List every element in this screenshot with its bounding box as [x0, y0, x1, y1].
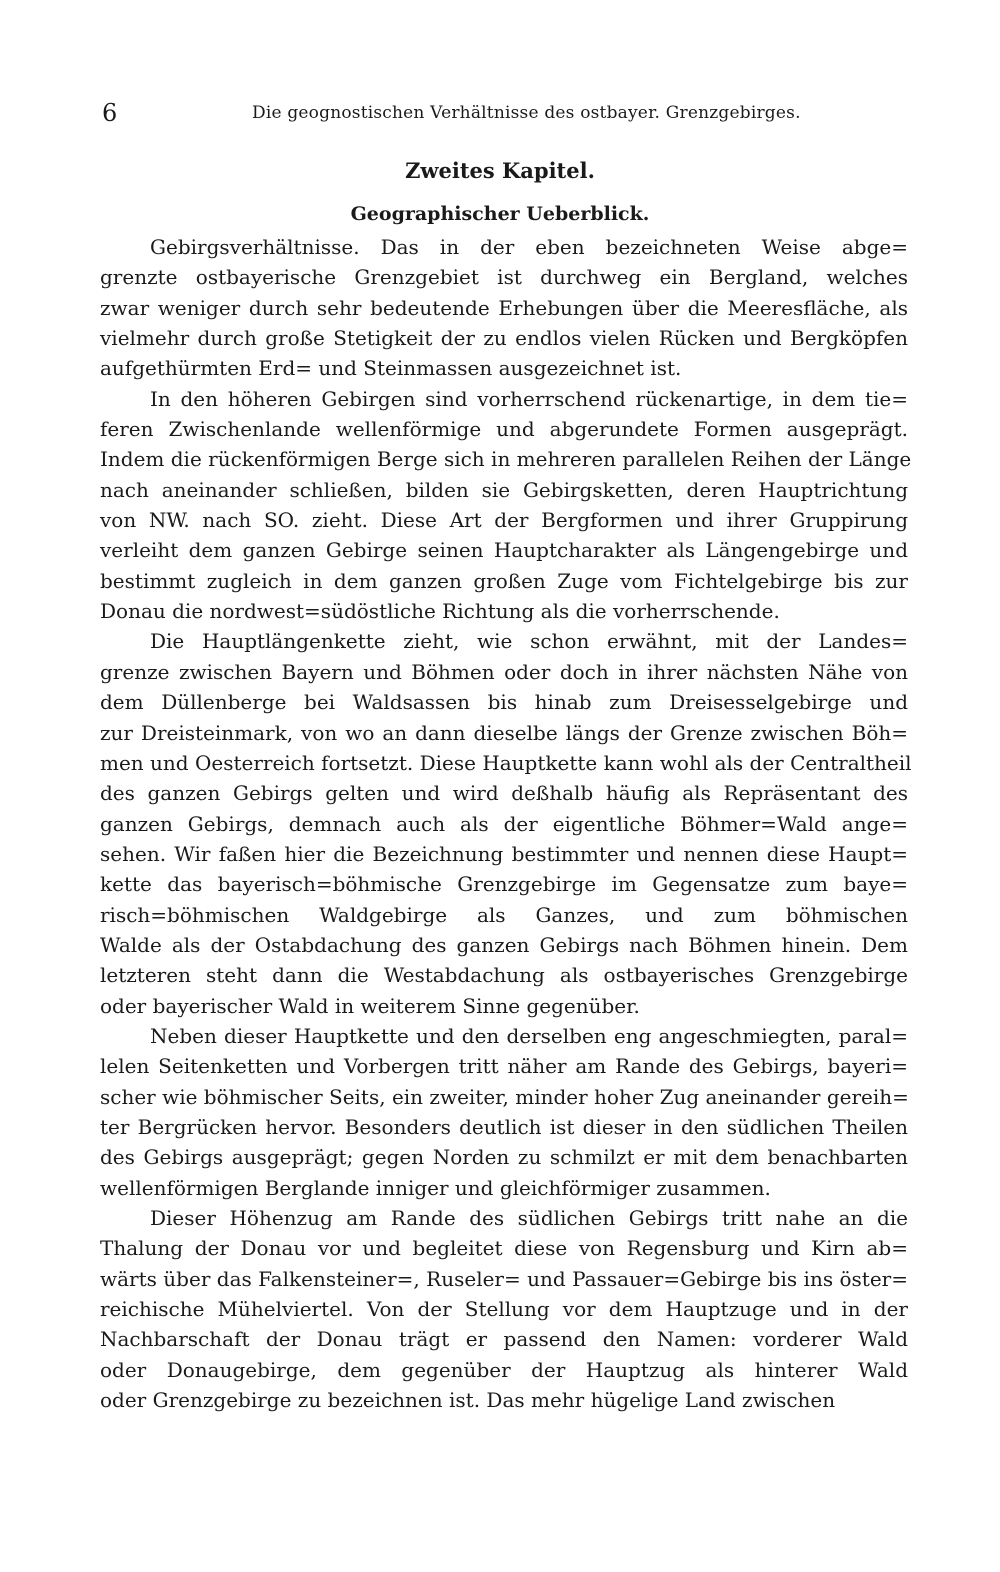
- page-number: 6: [102, 99, 118, 127]
- text-line: des Gebirgs ausgeprägt; gegen Norden zu schmilzt er mit dem benachbarten: [100, 1145, 908, 1170]
- paragraph: [100, 384, 912, 627]
- text-line: dem Düllenberge bei Waldsassen bis hinab zum Dreisesselgebirge und: [100, 690, 908, 715]
- text-line: Nachbarschaft der Donau trägt er passend den Namen: vorderer Wald: [100, 1327, 908, 1352]
- text-line: Dieser Höhenzug am Rande des südlichen Gebirgs tritt nahe an die: [150, 1206, 908, 1230]
- text-line: verleiht dem ganzen Gebirge seinen Hauptcharakter als Längengebirge und: [100, 538, 908, 563]
- text-line: Donau die nordwest=südöstliche Richtung als die vorherrschende.: [100, 599, 780, 624]
- text-line: ter Bergrücken hervor. Besonders deutlich ist dieser in den südlichen Theilen: [100, 1114, 908, 1139]
- text-line: aufgethürmten Erd= und Steinmassen ausgezeichnet ist.: [100, 356, 682, 381]
- text-line: risch=böhmischen Waldgebirge als Ganzes, und zum böhmischen: [100, 902, 908, 927]
- paragraph: [100, 1021, 908, 1203]
- text-line: grenzte ostbayerische Grenzgebiet ist durchweg ein Bergland, welches: [100, 265, 908, 290]
- body-text: [100, 232, 912, 1415]
- section-heading: Geographischer Ueberblick.: [350, 203, 650, 225]
- text-line: zwar weniger durch sehr bedeutende Erhebungen über die Meeresfläche, als: [100, 295, 908, 320]
- text-line: Thalung der Donau vor und begleitet diese von Regensburg und Kirn ab=: [100, 1236, 908, 1261]
- text-line: reichische Mühelviertel. Von der Stellung vor dem Hauptzuge und in der: [100, 1297, 908, 1322]
- chapter-heading: Zweites Kapitel.: [405, 158, 595, 183]
- text-line: wellenförmigen Berglande inniger und gleichförmiger zusammen.: [100, 1175, 771, 1200]
- paragraph: [100, 626, 912, 1020]
- text-line: Die Hauptlängenkette zieht, wie schon erwähnt, mit der Landes=: [150, 629, 908, 654]
- text-line: vielmehr durch große Stetigkeit der zu endlos vielen Rücken und Bergköpfen: [100, 326, 908, 351]
- text-line: Walde als der Ostabdachung des ganzen Gebirgs nach Böhmen hinein. Dem: [100, 932, 908, 957]
- text-line: ganzen Gebirgs, demnach auch als der eigentliche Böhmer=Wald ange=: [100, 811, 908, 836]
- paragraph: [100, 232, 908, 384]
- text-line: In den höheren Gebirgen sind vorherrschend rückenartige, in dem tie=: [150, 386, 908, 411]
- text-line: men und Oesterreich fortsetzt. Diese Hauptkette kann wohl als der Centraltheil: [100, 750, 912, 775]
- text-line: des ganzen Gebirgs gelten und wird deßhalb häufig als Repräsentant des: [100, 781, 908, 806]
- running-title: Die geognostischen Verhältnisse des ostbayer. Grenzgebirges.: [252, 103, 801, 123]
- text-line: grenze zwischen Bayern und Böhmen oder doch in ihrer nächsten Nähe von: [100, 659, 908, 684]
- text-line: Neben dieser Hauptkette und den derselben eng angeschmiegten, paral=: [150, 1023, 908, 1048]
- running-head: [102, 96, 802, 130]
- paragraph: [100, 1203, 908, 1415]
- text-line: oder Donaugebirge, dem gegenüber der Hauptzug als hinterer Wald: [100, 1357, 908, 1382]
- text-line: nach aneinander schließen, bilden sie Gebirgsketten, deren Hauptrichtung: [100, 477, 908, 502]
- text-line: zur Dreisteinmark, von wo an dann dieselbe längs der Grenze zwischen Böh=: [100, 720, 908, 745]
- text-line: kette das bayerisch=böhmische Grenzgebirge im Gegensatze zum baye=: [100, 872, 908, 897]
- text-line: lelen Seitenketten und Vorbergen tritt näher am Rande des Gebirgs, bayeri=: [100, 1054, 908, 1079]
- text-line: wärts über das Falkensteiner=, Ruseler= und Passauer=Gebirge bis ins öster=: [100, 1266, 908, 1291]
- text-line: oder bayerischer Wald in weiterem Sinne gegenüber.: [100, 993, 640, 1018]
- text-line: feren Zwischenlande wellenförmige und abgerundete Formen ausgeprägt.: [100, 417, 908, 442]
- text-line: bestimmt zugleich in dem ganzen großen Zuge vom Fichtelgebirge bis zur: [100, 568, 908, 593]
- text-line: von NW. nach SO. zieht. Diese Art der Bergformen und ihrer Gruppirung: [100, 508, 908, 533]
- text-line: sehen. Wir faßen hier die Bezeichnung bestimmter und nennen diese Haupt=: [100, 841, 908, 866]
- text-line: oder Grenzgebirge zu bezeichnen ist. Das mehr hügelige Land zwischen: [100, 1388, 836, 1413]
- text-line: scher wie böhmischer Seits, ein zweiter, minder hoher Zug aneinander gereih=: [100, 1084, 909, 1109]
- text-line: Gebirgsverhältnisse. Das in der eben bezeichneten Weise abge=: [150, 235, 908, 259]
- text-line: letzteren steht dann die Westabdachung als ostbayerisches Grenzgebirge: [100, 963, 908, 988]
- text-line: Indem die rückenförmigen Berge sich in mehreren parallelen Reihen der Länge: [100, 447, 912, 472]
